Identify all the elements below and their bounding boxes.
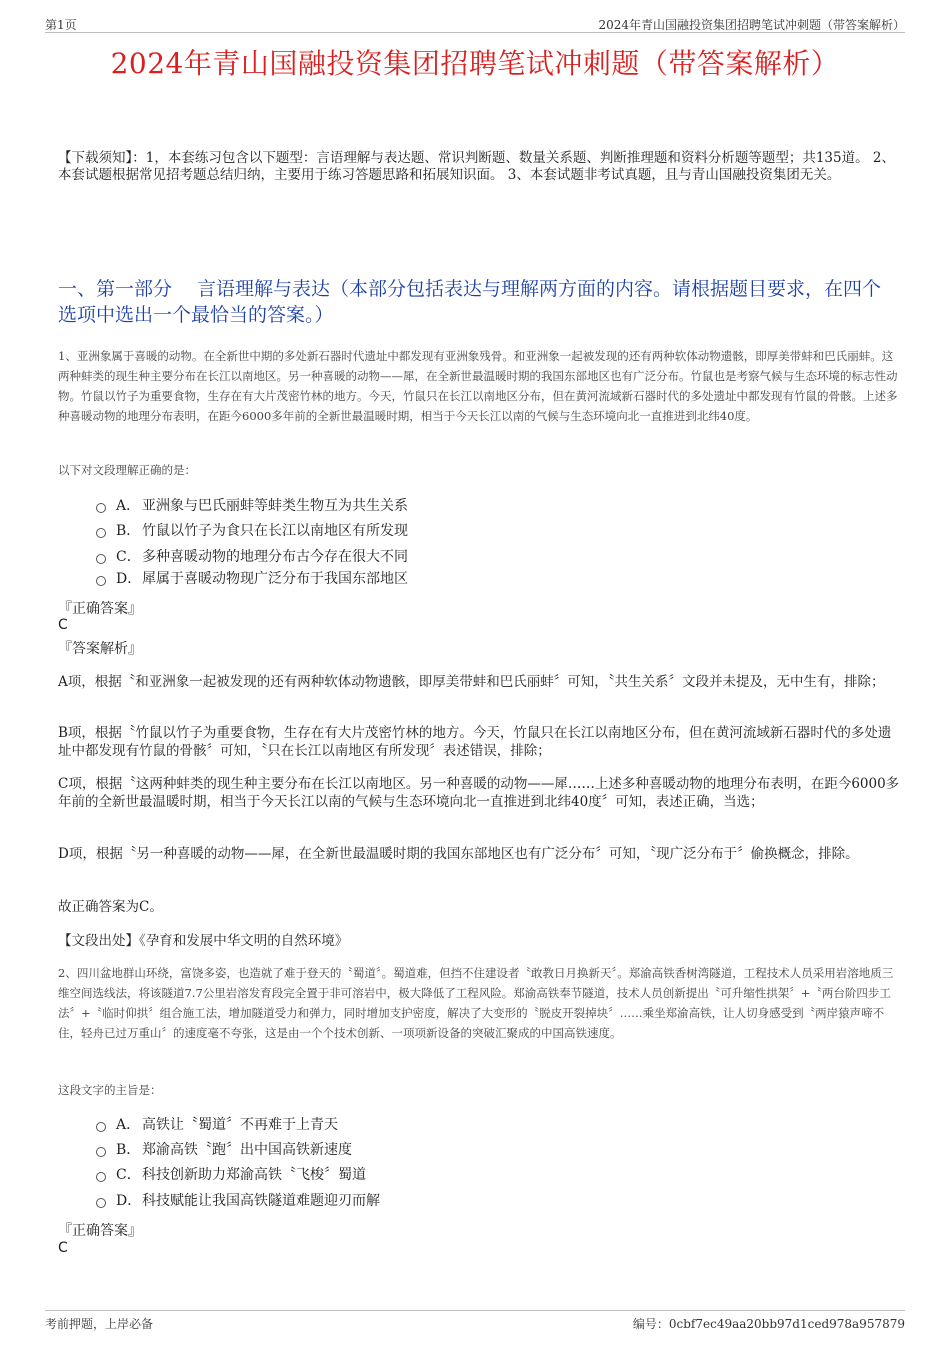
q1-analysis-conclusion: 故正确答案为C。 — [58, 899, 163, 915]
radio-icon[interactable] — [96, 576, 106, 586]
section-title: 一、第一部分 言语理解与表达（本部分包括表达与理解两方面的内容。请根据题目要求，在四个选项中选出一个最恰当的答案。） — [58, 278, 882, 326]
radio-icon[interactable] — [96, 1198, 106, 1208]
radio-icon[interactable] — [96, 503, 106, 513]
question-1-stem: 1、亚洲象属于喜暖的动物。在全新世中期的多处新石器时代遗址中都发现有亚洲象残骨。和亚洲象一起被发现的还有两种软体动物遗骸，即厚美带蚌和巴氏丽蚌。这两种蚌类的现生种主要分布在长江以南地区。另一种喜暖的动物——犀，在全新世最温暖时期的我国东部地区也有广泛分布。竹鼠也是考察气候与生态环境的标志性动物。竹鼠以竹子为重要食物，生存在有大片茂密竹林的地方。今天，竹鼠只在长江以南地区分布，但在黄河流域新石器时代的多处遗址中都发现有竹鼠的骨骸。上述多种喜暖动物的地理分布表明，在距今6000多年前的全新世最温暖时期，相当于今天长江以南的气候与生态环境向北一直推进到北纬40度。 — [58, 349, 898, 423]
q2-option-d[interactable]: D．科技赋能让我国高铁隧道难题迎刃而解 — [96, 1190, 896, 1212]
q2-option-c[interactable]: C．科技创新助力郑渝高铁〝飞梭〞蜀道 — [96, 1164, 896, 1186]
q2-option-b[interactable]: B． 郑渝高铁〝跑〞出中国高铁新速度 — [96, 1139, 896, 1161]
footer-slogan: 考前押题，上岸必备 — [45, 1317, 154, 1331]
q1-option-a[interactable]: A． 亚洲象与巴氏丽蚌等蚌类生物互为共生关系 — [96, 495, 896, 517]
download-notice: 【下载须知】：1，本套练习包含以下题型：言语理解与表达题、常识判断题、数量关系题、判断推理题和资料分析题等题型；共135道。 2、本套试题根据常见招考题总结归纳，主要用于练习答题思路和拓展知识面。 3、本套试题非考试真题，且与青山国融投资集团无关。 — [58, 150, 895, 183]
question-2-prompt: 这段文字的主旨是： — [58, 1083, 162, 1097]
q1-analysis-a: A项，根据〝和亚洲象一起被发现的还有两种软体动物遗骸，即厚美带蚌和巴氏丽蚌〞可知，〝共生关系〞文段并未提及，无中生有，排除； — [58, 674, 885, 690]
question-2-stem: 2、四川盆地群山环绕，富饶多姿，也造就了难于登天的〝蜀道〞。蜀道难，但挡不住建设者〝敢教日月换新天〞。郑渝高铁香树湾隧道，工程技术人员采用岩溶地质三维空间选线法，将该隧道7.7公里岩溶发育段完全置于非可溶岩中，极大降低了工程风险。郑渝高铁奉节隧道，技术人员创新提出〝可升缩性拱架〞+〝两台阶四步工法〞+〝临时仰拱〞组合施工法，增加隧道受力和弹力，同时增加支护密度，解决了大变形的〝脱皮开裂掉块〞……乘坐郑渝高铁，让人切身感受到〝两岸猿声啼不住，轻舟已过万重山〞的速度毫不夸张，这是由一个个技术创新、一项项新设备的突破汇聚成的中国高铁速度。 — [58, 966, 894, 1040]
q1-analysis-c: C项，根据〝这两种蚌类的现生种主要分布在长江以南地区。另一种喜暖的动物——犀……上述多种喜暖动物的地理分布表明，在距今6000多年前的全新世最温暖时期，相当于今天长江以南的气候与生态环境向北一直推进到北纬40度〞可知，表述正确，当选； — [58, 776, 900, 810]
radio-icon[interactable] — [96, 1122, 106, 1132]
question-1-prompt: 以下对文段理解正确的是： — [58, 463, 196, 477]
radio-icon[interactable] — [96, 554, 106, 564]
radio-icon[interactable] — [96, 1147, 106, 1157]
running-title: 2024年青山国融投资集团招聘笔试冲刺题（带答案解析） — [598, 18, 905, 32]
page-footer — [45, 1310, 905, 1331]
document-id: 编号：0cbf7ec49aa20bb97d1ced978a957879 — [632, 1317, 905, 1331]
radio-icon[interactable] — [96, 1172, 106, 1182]
q1-option-b[interactable]: B． 竹鼠以竹子为食只在长江以南地区有所发现 — [96, 520, 896, 542]
page-header — [45, 14, 905, 33]
q1-option-c[interactable]: C．多种喜暖动物的地理分布古今存在很大不同 — [96, 546, 896, 568]
q2-answer: C — [58, 1240, 68, 1256]
q2-answer-label: 『正确答案』 — [58, 1223, 142, 1239]
radio-icon[interactable] — [96, 528, 106, 538]
q1-analysis-label: 『答案解析』 — [58, 641, 142, 657]
q1-analysis-d: D项，根据〝另一种喜暖的动物——犀，在全新世最温暖时期的我国东部地区也有广泛分布〞可知，〝现广泛分布于〞偷换概念，排除。 — [58, 846, 859, 862]
page-number: 第1页 — [45, 18, 77, 32]
q1-analysis-b: B项，根据〝竹鼠以竹子为重要食物，生存在有大片茂密竹林的地方。今天，竹鼠只在长江以南地区分布，但在黄河流域新石器时代的多处遗址中都发现有竹鼠的骨骸〞可知，〝只在长江以南地区有所发现〞表述错误，排除； — [58, 725, 892, 759]
q1-answer-label: 『正确答案』 — [58, 601, 142, 617]
q2-option-a[interactable]: A． 高铁让〝蜀道〞不再难于上青天 — [96, 1114, 896, 1136]
document-title: 2024年青山国融投资集团招聘笔试冲刺题（带答案解析） — [110, 47, 840, 80]
q1-option-d[interactable]: D．犀属于喜暖动物现广泛分布于我国东部地区 — [96, 568, 896, 590]
q1-source: 【文段出处】《孕育和发展中华文明的自然环境》 — [58, 933, 349, 949]
q1-answer: C — [58, 617, 68, 633]
